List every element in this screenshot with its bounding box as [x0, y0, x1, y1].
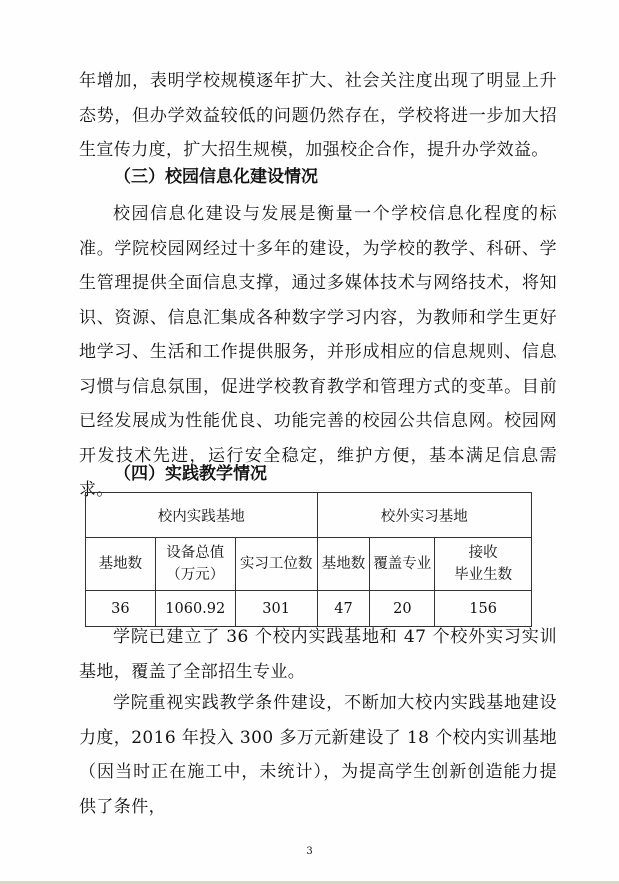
table-cell: 20 — [370, 591, 435, 627]
table-header-group-row — [86, 493, 532, 538]
practice-bases-table — [85, 492, 532, 627]
section-heading-informatization: （三）校园信息化建设情况 — [114, 167, 318, 187]
table-cell: 301 — [235, 591, 317, 627]
page-number: 3 — [306, 846, 313, 857]
table-cell: 1060.92 — [155, 591, 235, 627]
table-cell: 156 — [435, 591, 532, 627]
table-header-cell: 基地数 — [86, 538, 156, 591]
table-header-cell: 设备总值 （万元） — [155, 538, 235, 591]
table-group-inside-bases: 校内实践基地 — [86, 493, 318, 538]
table-group-outside-bases: 校外实习基地 — [317, 493, 531, 538]
table-header-row — [86, 538, 532, 591]
paragraph-enrollment: 年增加，表明学校规模逐年扩大、社会关注度出现了明显上升态势，但办学效益较低的问题仍然存在，学校将进一步加大招生宣传力度，扩大招生规模，加强校企合作，提升办学效益。 — [79, 71, 557, 160]
table-cell: 47 — [317, 591, 370, 627]
section-heading-practice-teaching: （四）实践教学情况 — [114, 464, 267, 484]
table-header-cell: 实习工位数 — [235, 538, 317, 591]
table-header-cell: 基地数 — [317, 538, 370, 591]
paragraph-training-construction: 学院重视实践教学条件建设，不断加大校内实践基地建设力度，2016 年投入 300 多万元新建设了 18 个校内实训基地（因当时正在施工中，未统计），为提高学生创新创造能力提供了条件， — [79, 693, 557, 817]
paragraph-practice-bases: 学院已建立了 36 个校内实践基地和 47 个校外实习实训基地，覆盖了全部招生专业。 — [79, 627, 557, 682]
table-header-cell: 接收 毕业生数 — [435, 538, 532, 591]
table-header-cell: 覆盖专业 — [370, 538, 435, 591]
paragraph-informatization: 校园信息化建设与发展是衡量一个学校信息化程度的标准。学院校园网经过十多年的建设，为学校的教学、科研、学生管理提供全面信息支撑，通过多媒体技术与网络技术，将知识、资源、信息汇集成各种数字学习内容，为教师和学生更好地学习、生活和工作提供服务，并形成相应的信息规则、信息习惯与信息氛围，促进学校教育教学和管理方式的变革。目前已经发展成为性能优良、功能完善的校园公共信息网。校园网开发技术先进，运行安全稳定，维护方便，基本满足信息需求。 — [79, 204, 557, 500]
table-cell: 36 — [86, 591, 156, 627]
